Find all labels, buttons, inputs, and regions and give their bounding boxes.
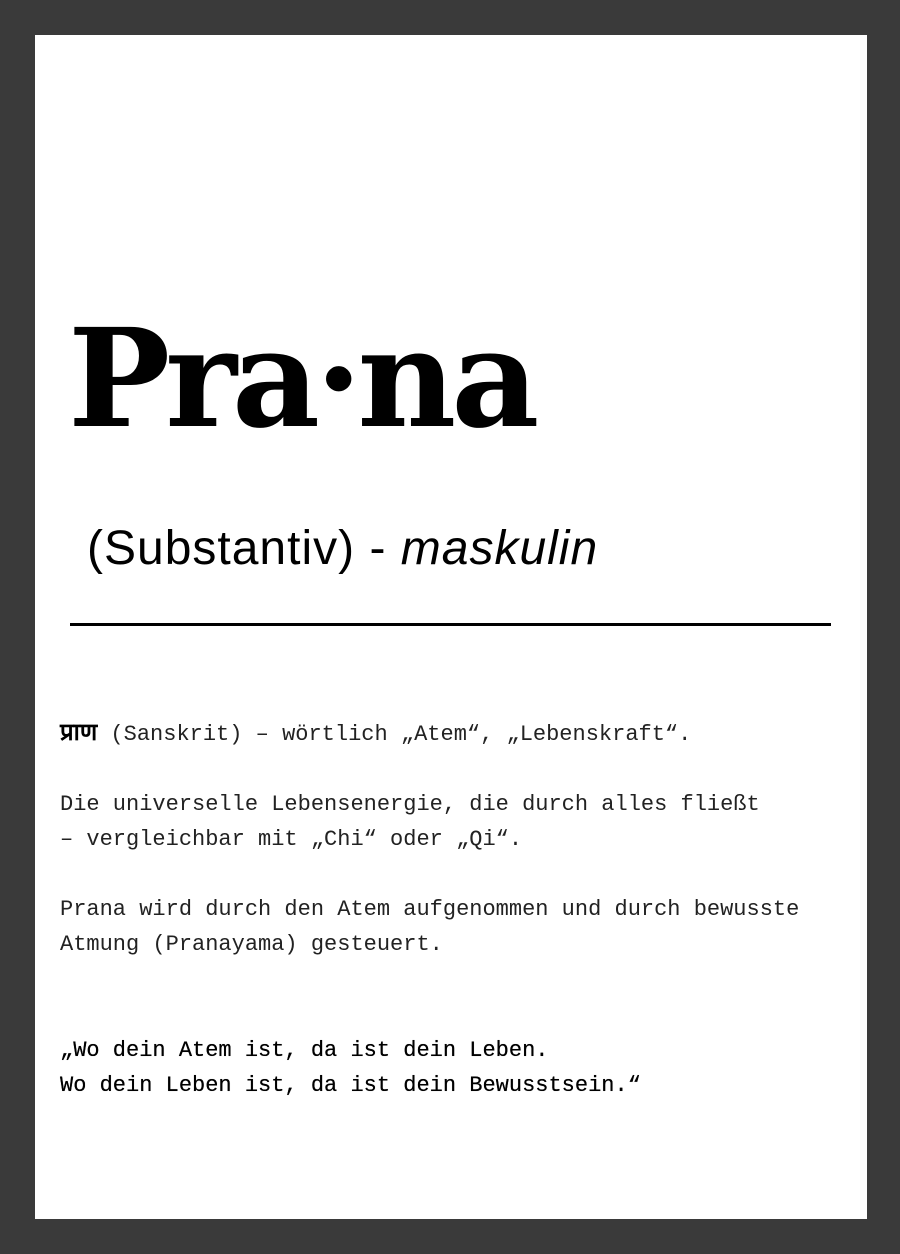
grammar-line: [87, 523, 598, 576]
headword: Pra·na: [68, 299, 535, 459]
usage-paragraph: [60, 892, 799, 962]
etymology-text: (Sanskrit) – wörtlich „Atem“, „Lebenskraft“.: [97, 722, 692, 747]
etymology-paragraph: [60, 715, 691, 752]
usage-line: Prana wird durch den Atem aufgenommen und durch bewusste: [60, 897, 800, 922]
quote-line: Wo dein Leben ist, da ist dein Bewusstsein.“: [60, 1073, 641, 1098]
quote-paragraph: [60, 1033, 641, 1103]
definition-poster: [35, 35, 867, 1219]
definition-paragraph: [60, 787, 760, 857]
gender-label: maskulin: [400, 522, 599, 575]
grammar-separator: -: [355, 522, 401, 575]
sanskrit-word: प्राण: [60, 718, 98, 746]
quote-line: „Wo dein Atem ist, da ist dein Leben.: [60, 1038, 549, 1063]
definition-line: – vergleichbar mit „Chi“ oder „Qi“.: [60, 827, 523, 852]
usage-line: Atmung (Pranayama) gesteuert.: [60, 932, 443, 957]
part-of-speech: (Substantiv): [87, 522, 356, 575]
divider-line: [70, 623, 831, 626]
definition-line: Die universelle Lebensenergie, die durch alles fließt: [60, 792, 760, 817]
